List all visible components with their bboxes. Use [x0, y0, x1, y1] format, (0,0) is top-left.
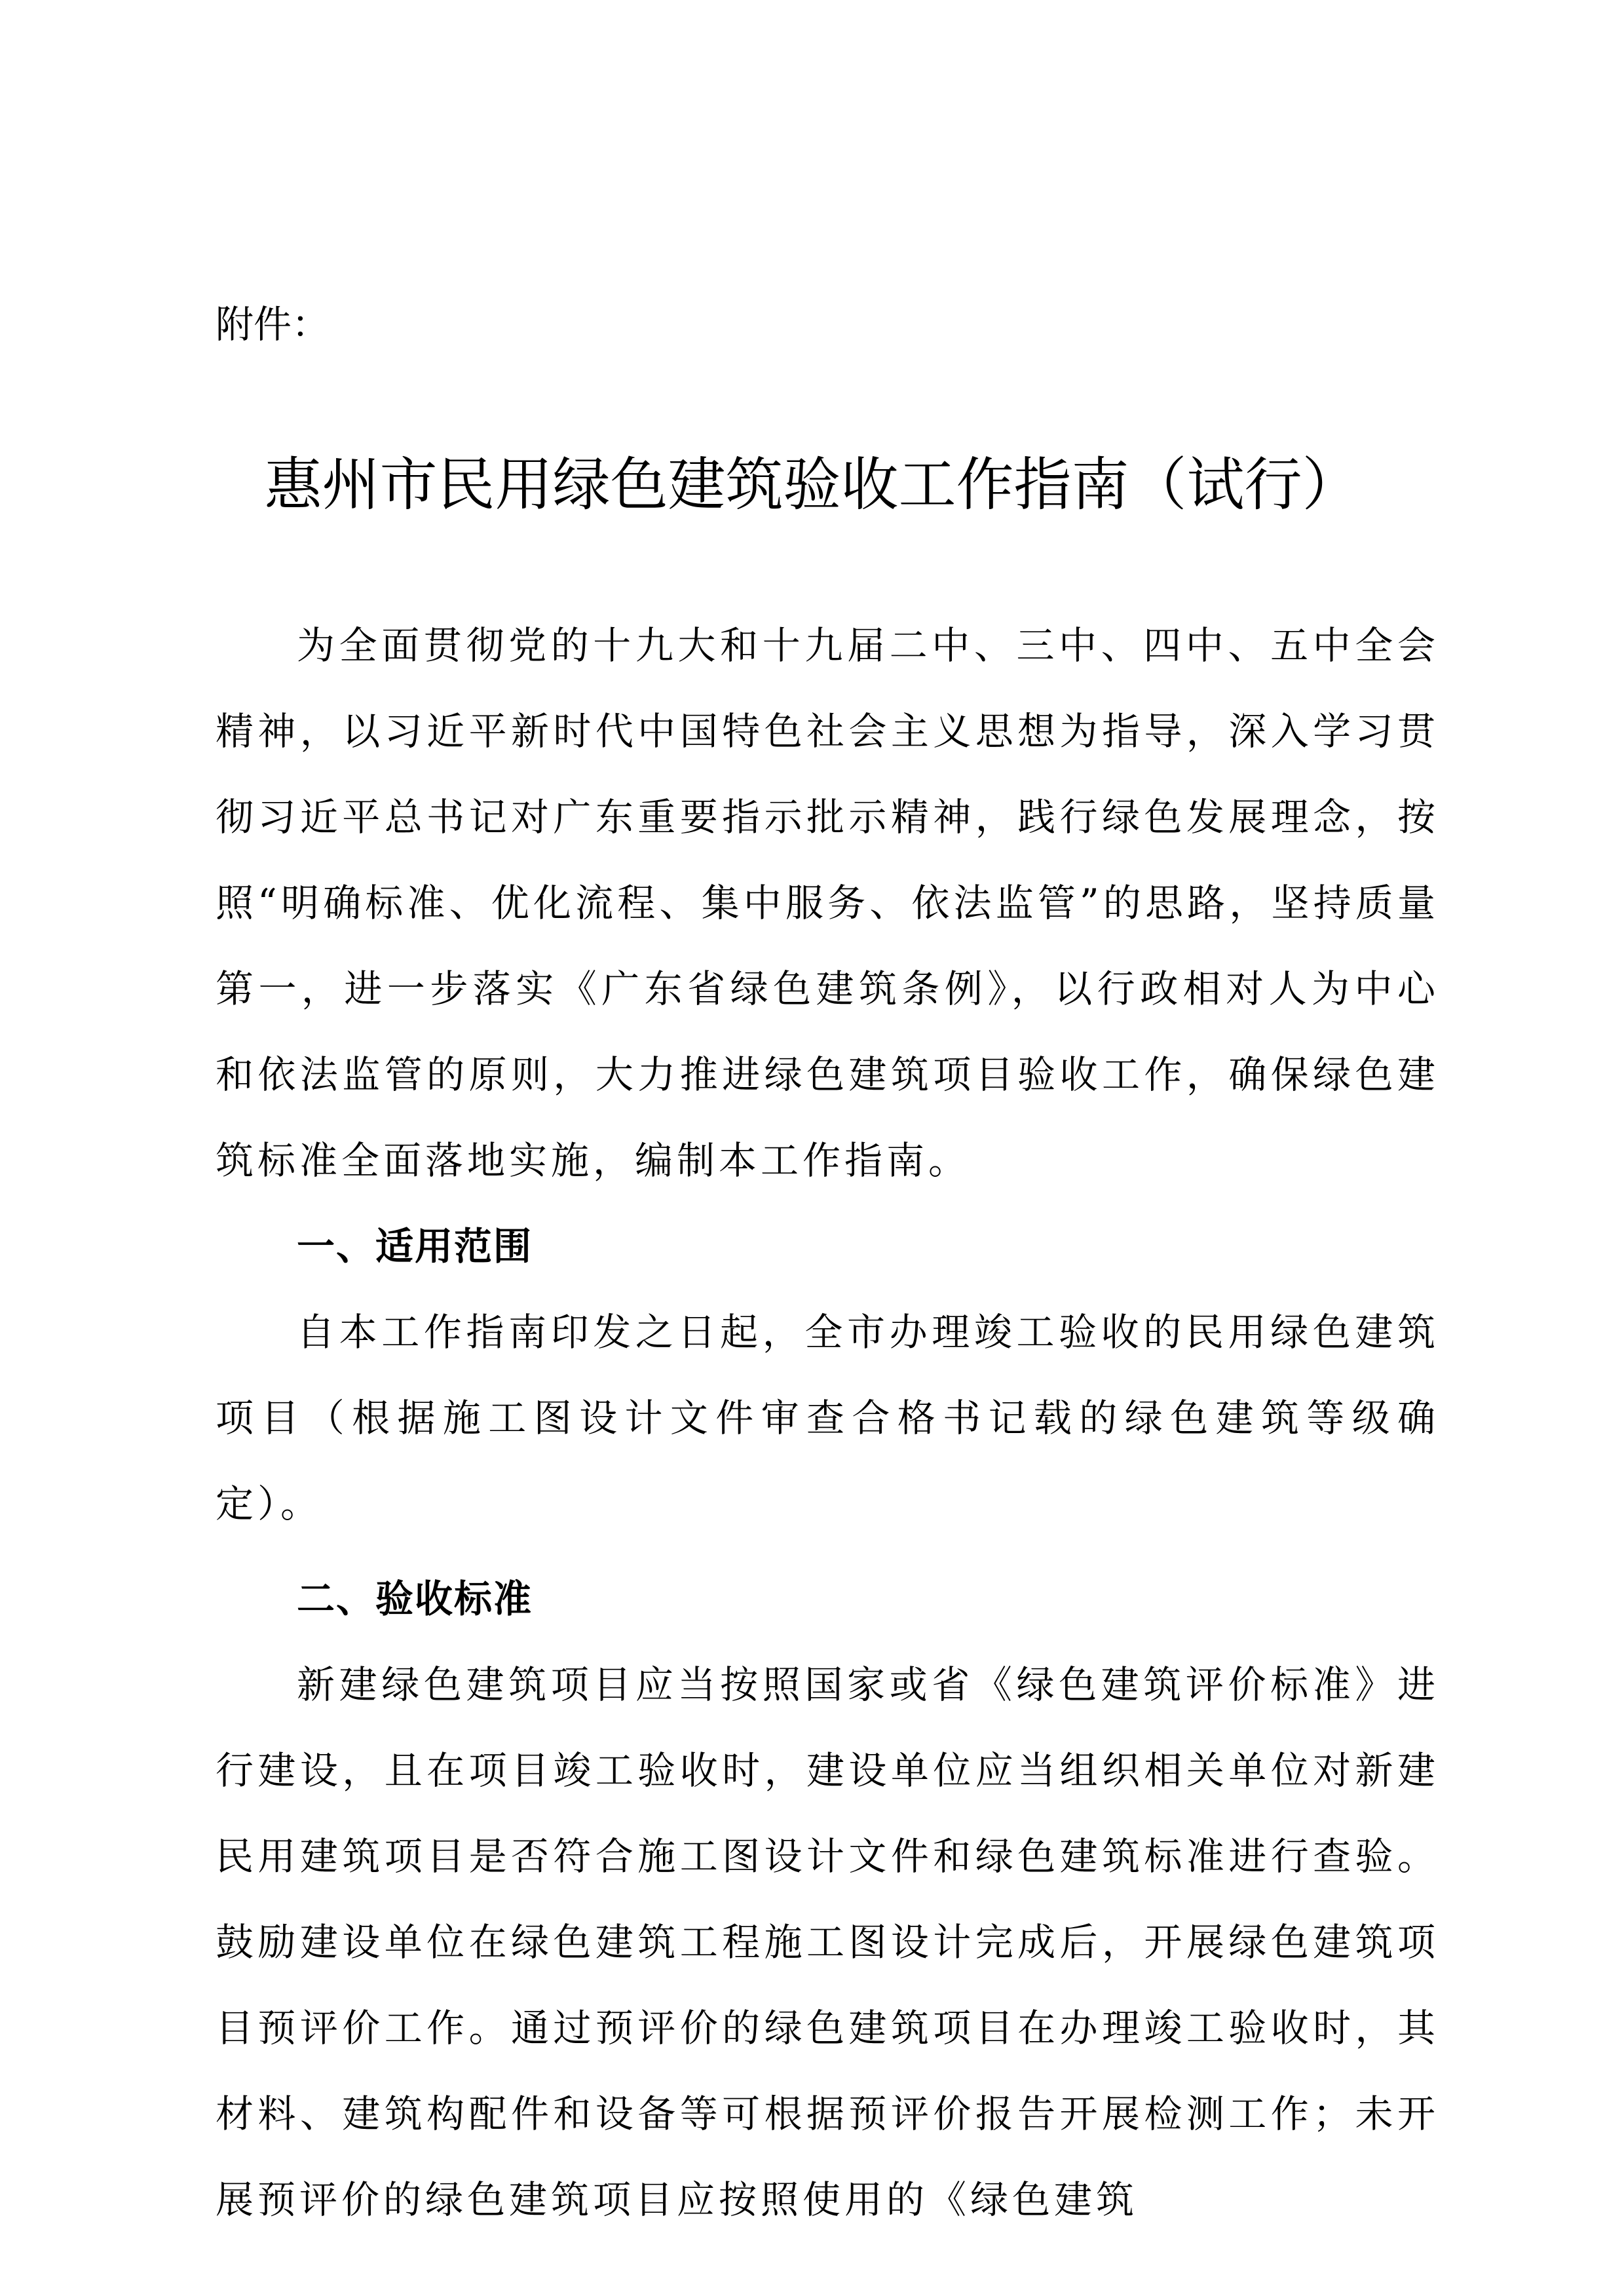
section-heading-standards: 二、验收标准 [297, 1577, 533, 1621]
document-title: 惠州市民用绿色建筑验收工作指南（试行） [264, 451, 1360, 518]
document-body [216, 603, 1439, 2243]
attachment-label: 附件： [216, 302, 330, 347]
section-body-standards: 新建绿色建筑项目应当按照国家或省《绿色建筑评价标准》进行建设，且在项目竣工验收时，建设单位应当组织相关单位对新建民用建筑项目是否符合施工图设计文件和绿色建筑标准进行查验。鼓励建设单位在绿色建筑工程施工图设计完成后，开展绿色建筑项目预评价工作。通过预评价的绿色建筑项目在办理竣工验收时，其材料、建筑构配件和设备等可根据预评价报告开展检测工作；未开展预评价的绿色建筑项目应按照使用的《绿色建筑 [216, 1662, 1439, 2222]
section-body-scope: 自本工作指南印发之日起，全市办理竣工验收的民用绿色建筑项目（根据施工图设计文件审查合格书记载的绿色建筑等级确定）。 [216, 1310, 1439, 1526]
intro-paragraph: 为全面贯彻党的十九大和十九届二中、三中、四中、五中全会精神，以习近平新时代中国特色社会主义思想为指导，深入学习贯彻习近平总书记对广东重要指示批示精神，践行绿色发展理念，按照“明确标准、优化流程、集中服务、依法监管”的思路，坚持质量第一，进一步落实《广东省绿色建筑条例》，以行政相对人为中心和依法监管的原则，大力推进绿色建筑项目验收工作，确保绿色建筑标准全面落地实施，编制本工作指南。 [216, 623, 1439, 1183]
section-heading-scope: 一、适用范围 [297, 1224, 533, 1269]
